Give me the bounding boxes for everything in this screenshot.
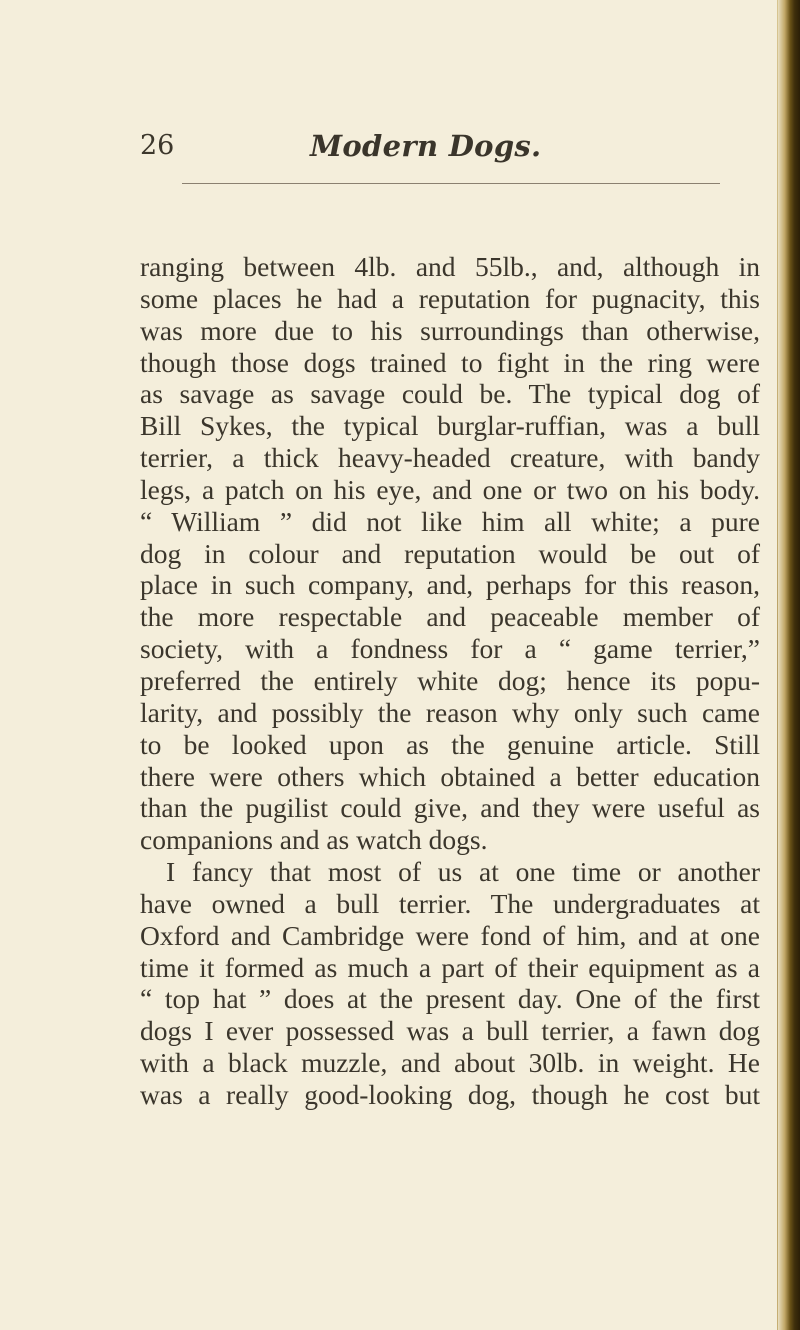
text-line: as savage as savage could be. The typical dog of (140, 378, 760, 410)
running-title: Modern Dogs. (310, 129, 542, 163)
text-line: society, with a fondness for a “ game terrier,” (140, 633, 760, 665)
text-line: have owned a bull terrier. The undergraduates at (140, 887, 760, 919)
text-line: to be looked upon as the genuine article. Still (140, 728, 760, 760)
text-line: I fancy that most of us at one time or another (166, 856, 760, 888)
text-line: though those dogs trained to fight in the ring were (140, 346, 760, 378)
page-header (140, 130, 720, 170)
text-line: time it formed as much a part of their equipment as a (140, 951, 760, 983)
text-line: ranging between 4lb. and 55lb., and, although in (140, 251, 760, 282)
text-line: the more respectable and peaceable member of (140, 601, 760, 633)
text-line: larity, and possibly the reason why only such came (140, 696, 760, 728)
text-line: was more due to his surroundings than otherwise, (140, 314, 760, 346)
text-line: place in such company, and, perhaps for this reason, (140, 569, 760, 601)
text-line: was a really good-looking dog, though he cost but (140, 1078, 760, 1110)
text-line: Bill Sykes, the typical burglar-ruffian, was a bull (140, 410, 760, 442)
text-line: with a black muzzle, and about 30lb. in weight. He (140, 1047, 760, 1079)
text-line: terrier, a thick heavy-headed creature, with bandy (140, 442, 760, 474)
text-line: dogs I ever possessed was a bull terrier, a fawn dog (140, 1015, 760, 1047)
text-line: “ William ” did not like him all white; a pure (140, 505, 760, 537)
text-line: there were others which obtained a better education (140, 760, 760, 792)
page-number: 26 (140, 130, 175, 161)
text-line: preferred the entirely white dog; hence its popu- (140, 664, 760, 696)
text-line: legs, a patch on his eye, and one or two on his body. (140, 473, 760, 505)
text-line: Oxford and Cambridge were fond of him, and at one (140, 919, 760, 951)
text-line: than the pugilist could give, and they were useful as (140, 792, 760, 824)
header-rule (182, 183, 720, 184)
text-line: companions and as watch dogs. (140, 824, 488, 856)
binding-edge (778, 0, 800, 1330)
text-line: some places he had a reputation for pugnacity, this (140, 282, 760, 314)
body-text (140, 251, 760, 1111)
text-line: “ top hat ” does at the present day. One of the first (140, 983, 760, 1015)
text-line: dog in colour and reputation would be out of (140, 537, 760, 569)
